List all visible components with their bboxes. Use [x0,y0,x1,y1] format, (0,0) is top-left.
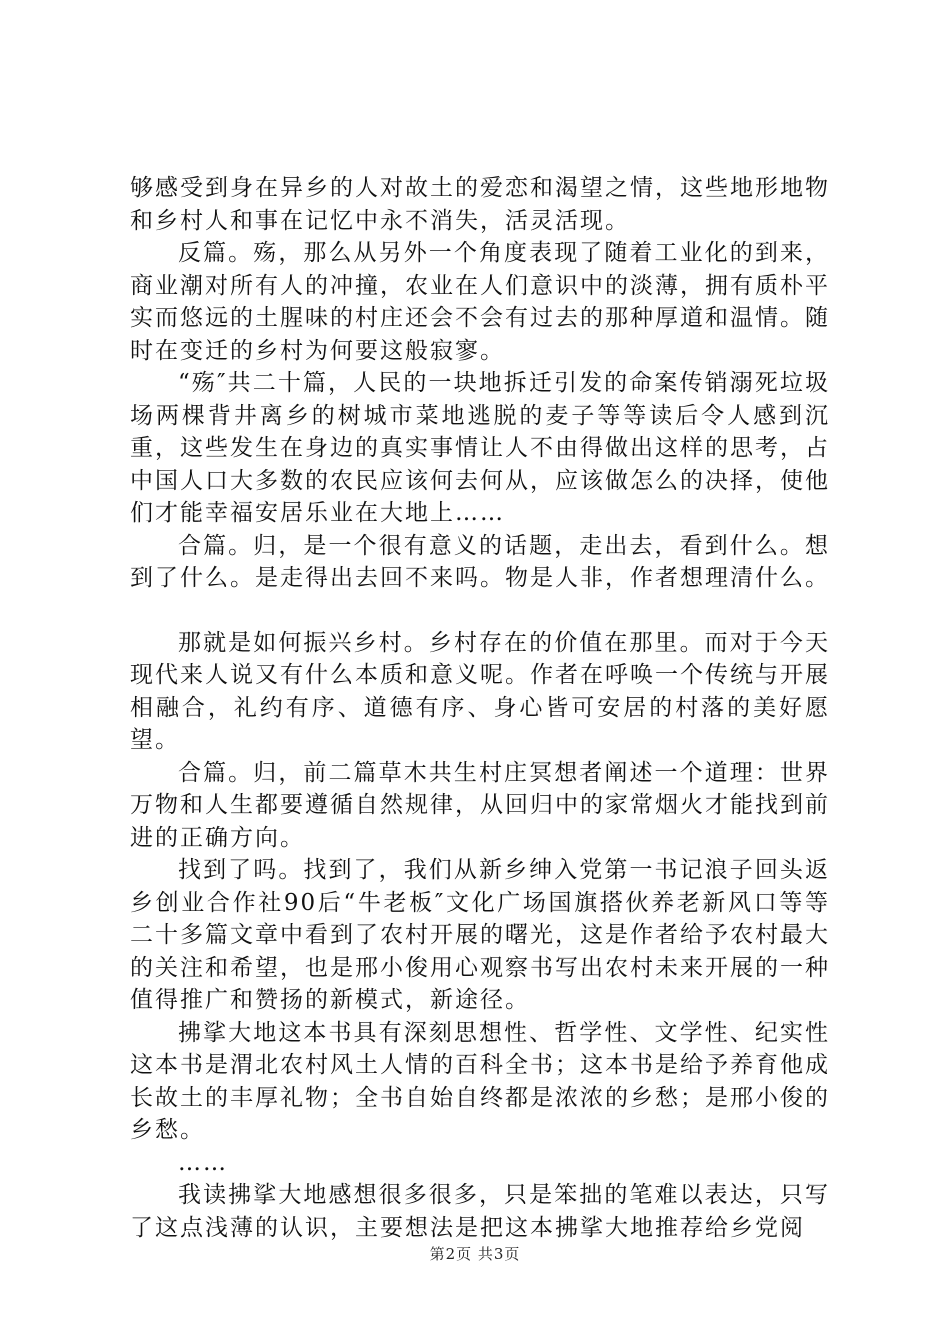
document-body [130,172,830,1244]
paragraph-ellipsis: …… [178,1149,228,1176]
paragraph-hepian-gui: 合篇。归，是一个很有意义的话题，走出去，看到什么。想到了什么。是走得出去回不来吗。物是人非，作者想理清什么。 [130,532,830,591]
paragraph-book-summary: 拂挲大地这本书具有深刻思想性、哲学性、文学性、纪实性这本书是渭北农村风土人情的百科全书；这本书是给予养育他成长故土的丰厚礼物；全书自始自终都是浓浓的乡愁；是邢小俊的乡愁。 [130,1019,830,1143]
paragraph-continuation: 够感受到身在异乡的人对故土的爱恋和渴望之情，这些地形地物和乡村人和事在记忆中永不消失，活灵活现。 [130,175,830,234]
paragraph-gap [130,595,830,627]
paragraph-shang-twenty: “殇″共二十篇，人民的一块地拆迁引发的命案传销溺死垃圾场两棵背井离乡的树城市菜地逃脱的麦子等等读后令人感到沉重，这些发生在身边的真实事情让人不由得做出这样的思考，占中国人口大多数的农民应该何去何从，应该做怎么的决择，使他们才能幸福安居乐业在大地上…… [130,370,830,526]
page-number-footer: 第2页 共3页 [429,1245,521,1263]
paragraph-revitalize-village: 那就是如何振兴乡村。乡村存在的价值在那里。而对于今天现代来人说又有什么本质和意义呢。作者在呼唤一个传统与开展相融合，礼约有序、道德有序、身心皆可安居的村落的美好愿望。 [130,629,830,753]
paragraph-hepian-principle: 合篇。归，前二篇草木共生村庄冥想者阐述一个道理：世界万物和人生都要遵循自然规律，从回归中的家常烟火才能找到前进的正确方向。 [130,759,830,851]
paragraph-fanpian: 反篇。殇，那么从另外一个角度表现了随着工业化的到来，商业潮对所有人的冲撞，农业在人们意识中的淡薄，拥有质朴平实而悠远的土腥味的村庄还会不会有过去的那种厚道和温情。随时在变迁的乡村为何要这般寂寥。 [130,240,830,364]
paragraph-conclusion: 我读拂挲大地感想很多很多，只是笨拙的笔难以表达，只写了这点浅薄的认识，主要想法是把这本拂挲大地推荐给乡党阅 [130,1182,830,1241]
paragraph-found-it: 找到了吗。找到了，我们从新乡绅入党第一书记浪子回头返乡创业合作社90后“牛老板″文化广场国旗搭伙养老新风口等等二十多篇文章中看到了农村开展的曙光，这是作者给予农村最大的关注和希望，也是邢小俊用心观察书写出农村未来开展的一种值得推广和赞扬的新模式，新途径。 [130,857,830,1013]
